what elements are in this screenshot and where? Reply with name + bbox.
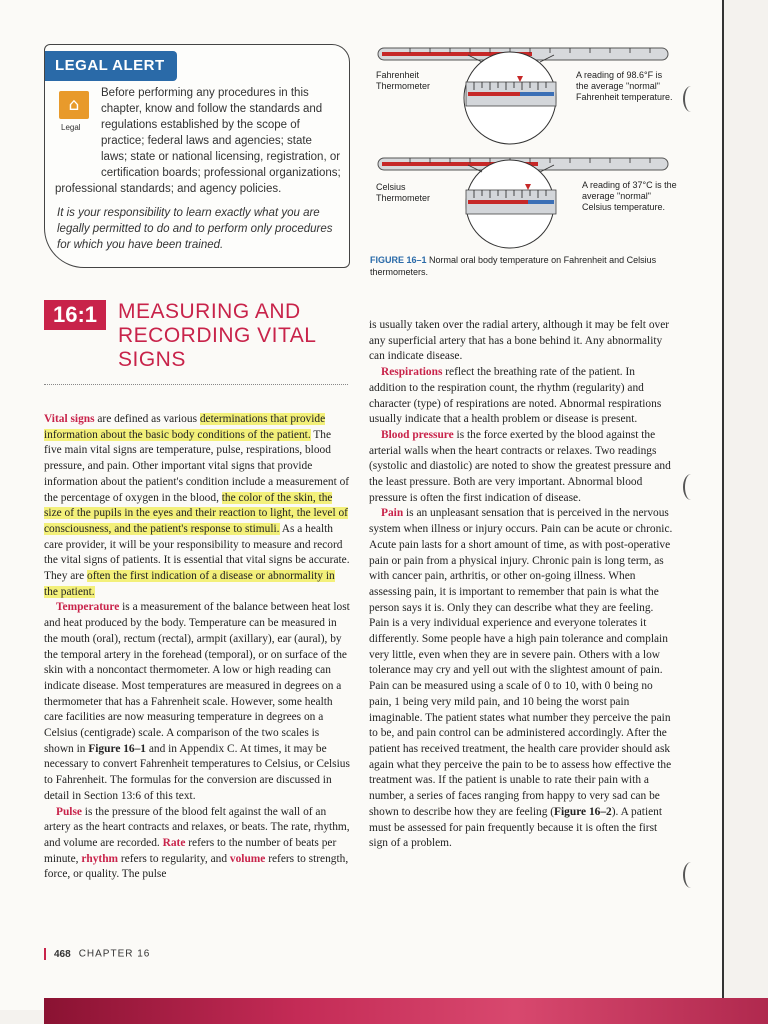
margin-mark xyxy=(683,474,699,500)
highlight-1: determinations that provide information about the basic body conditions of the patient. xyxy=(44,413,326,441)
right-column xyxy=(369,318,675,852)
term-respirations: Respirations xyxy=(381,366,443,379)
text: is an unpleasant sensation that is perceived in the nervous system when illness or injury occurs. Pain can be acute or chronic. Acute pain lasts for a short amount of time, as with post-operative pain or pain from a physical injury. Chronic pain is long term, as with cancer pain, arthritis, or other on-going illness. When assessing pain, it is important to remember that pain is what the person says it is. Only they can describe what they are feeling. Pain is a very individual experience and everyone tolerates it differently. Some people have a high pain tolerance and complain very little, even when they are in severe pain. Others with a low tolerance may cry and yell out with the slightest amount of pain. Pain can be measured using a scale of 0 to 10, with 0 being no pain, 1 being very mild pain, and 10 being the worst pain imaginable. The patient states what number they perceive the pain to be, and pain control can be administered accordingly. After the patient has received treatment, the health care provider should ask again what they perceive the pain to be to assess how effective the treatment was. If the patient is unable to rate their pain with a number, a series of faces ranging from happy to very sad can be shown to describe how they are feeling ( xyxy=(369,507,673,818)
paragraph-pain xyxy=(369,506,675,851)
chapter-label: CHAPTER 16 xyxy=(78,948,151,960)
text: As a health care provider, it will be your responsibility to measure and record the vital signs of patients. It is essential that vital signs be accurate. They are xyxy=(44,522,350,583)
highlight-2: the color of the skin, the size of the pupils in the eyes and their reaction to light, the level of consciousness, and the patient's response to stimuli. xyxy=(44,491,348,535)
paragraph-pulse-cont: is usually taken over the radial artery, although it may be felt over any superficial artery that has a bone behind it. Any abnormality can indicate disease. xyxy=(369,319,670,363)
text: refers to regularity, and xyxy=(118,852,230,865)
figure-reference: Figure 16–2 xyxy=(554,805,612,818)
paragraph-vital-signs xyxy=(44,412,350,600)
term-rhythm: rhythm xyxy=(81,852,119,865)
margin-mark xyxy=(683,86,699,112)
text: is a measurement of the balance between heat lost and heat produced by the body. Temperature can be measured in the mouth (oral), rectum (rectal), armpit (axillary), ear (aural), by the temporal artery in the forehead (temporal), or on surface of the skin with a noncontact thermometer. A low or high reading can indicate disease. Most temperatures are measured in degrees on a thermometer that has a Fahrenheit scale. However, some health care facilities are now measuring temperature in degrees on a Celsius (centigrade) scale. A comparison of the two scales is shown in xyxy=(44,601,350,755)
paragraph-respirations xyxy=(369,365,675,428)
fahrenheit-label: Fahrenheit Thermometer xyxy=(376,70,431,91)
fahrenheit-note: A reading of 98.6°F is the average "normal" Fahrenheit temperature. xyxy=(576,70,673,102)
section-title: MEASURING AND RECORDING VITAL SIGNS xyxy=(118,300,316,371)
legal-icon-label: Legal xyxy=(61,123,81,132)
text: is the pressure of the blood felt against the wall of an artery as the heart contracts and relaxes, or beats. The rate, rhythm, and volume are recorded. xyxy=(44,805,350,849)
legal-alert-text: Before performing any procedures in this chapter, know and follow the standards and regulations established by the scope of practice; federal laws and agencies; state laws; state or national licensing, registration, or certification boards; professional organizations; professional standards; and agency policies. xyxy=(55,87,341,195)
section-number: 16:1 xyxy=(44,300,106,330)
figure-reference: Figure 16–1 xyxy=(88,742,146,755)
term-rate: Rate xyxy=(162,836,186,849)
term-blood-pressure: Blood pressure xyxy=(381,428,454,441)
term-pulse: Pulse xyxy=(56,805,82,818)
text: are defined as various xyxy=(94,413,200,425)
figure-caption-text: Normal oral body temperature on Fahrenheit and Celsius thermometers. xyxy=(370,255,657,277)
legal-alert-title: LEGAL ALERT xyxy=(45,51,177,81)
text: ). A patient must be assessed for pain frequently because it is often the first sign of a problem. xyxy=(369,805,663,850)
highlight-3: often the first indication of a disease or abnormality in the patient. xyxy=(44,570,335,598)
page-footer xyxy=(44,948,150,960)
bottom-color-band xyxy=(44,998,768,1024)
left-column xyxy=(44,412,350,883)
section-divider xyxy=(44,384,348,385)
figure-caption-number: FIGURE 16–1 xyxy=(370,255,427,265)
text: is the force exerted by the blood against the arterial walls when the heart contracts or relaxes. Two readings (systolic and diastolic) are noted to show the greatest pressure and the least pressure. Both are very important. Abnormal blood pressure is often the first indication of disease. xyxy=(369,428,671,504)
legal-alert-body xyxy=(55,85,341,197)
term-vital-signs: Vital signs xyxy=(44,413,95,425)
paragraph-blood-pressure xyxy=(369,428,675,507)
term-temperature: Temperature xyxy=(56,601,120,614)
text: reflect the breathing rate of the patient. In addition to the respiration count, the rhythm (regularity) and character (type) of respirations are noted. Abnormal respirations usually indicate that a health problem or disease is present. xyxy=(369,366,662,426)
figure-caption xyxy=(370,254,680,278)
text: refers to strength, force, or quality. The pulse xyxy=(44,852,349,881)
celsius-label: Celsius Thermometer xyxy=(376,182,431,203)
paragraph-temperature xyxy=(44,600,350,804)
courthouse-icon: ⌂ xyxy=(59,91,89,119)
legal-alert-box xyxy=(44,44,350,268)
text: and in Appendix C. At times, it may be necessary to convert Fahrenheit temperatures to Celsius, or Celsius to Fahrenheit. The formulas for the conversion are discussed in detail in Section 13:6 of this text. xyxy=(44,742,350,802)
paragraph-pulse xyxy=(44,805,350,884)
text: The five main vital signs are temperature, pulse, respirations, blood pressure, and pain. Other important vital signs that provide information about the patient's condition include a measurement of the percentage of oxygen in the blood, xyxy=(44,428,350,504)
figure-16-1 xyxy=(370,40,690,284)
celsius-note: A reading of 37°C is the average "normal" Celsius temperature. xyxy=(582,180,677,212)
term-volume: volume xyxy=(229,852,266,865)
term-pain: Pain xyxy=(381,507,404,520)
footer-bar xyxy=(44,948,46,960)
margin-mark xyxy=(683,862,699,888)
text: refers to the number of beats per minute, xyxy=(44,836,337,865)
page-number: 468 xyxy=(54,948,71,960)
legal-alert-italic: It is your responsibility to learn exactly what you are legally permitted to do and to perform only procedures for which you have been trained. xyxy=(57,207,333,251)
